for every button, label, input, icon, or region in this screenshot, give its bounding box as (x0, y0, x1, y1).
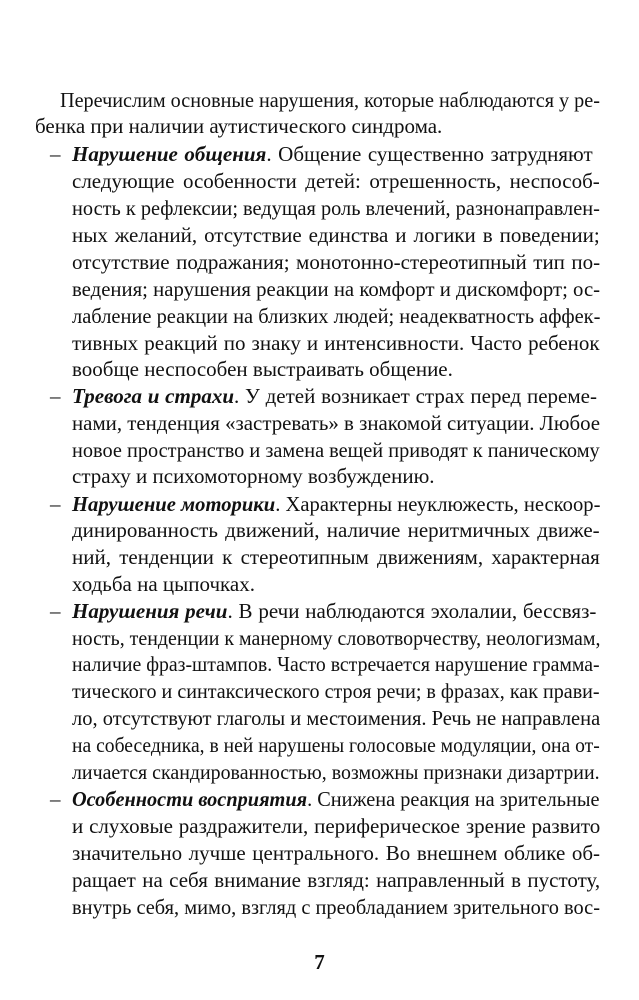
list-item-text: . Характерны неуклюжесть, нескоор- (275, 492, 601, 516)
list-item-line: следующие особенности детей: отрешенность, неспособ- (72, 169, 600, 193)
list-item-line: ность, тенденции к манерному словотворчеству, неологизмам, (72, 626, 601, 650)
list-item-line: новое пространство и замена вещей приводят к паническому (72, 438, 600, 462)
list-item-line: страху и психомоторному возбуждению. (72, 464, 435, 488)
list-item-text: . Снижена реакция на зрительные (307, 787, 600, 811)
list-item-line: значительно лучше центрального. Во внешнем облике об- (72, 841, 601, 865)
list-dash: – (50, 492, 61, 516)
list-item-line: ращает на себя внимание взгляд: направленный в пустоту, (72, 868, 601, 892)
list-item-line: на собеседника, в ней нарушены голосовые модуляции, она от- (72, 733, 600, 757)
list-item-line: отсутствие подражания; монотонно-стереотипный тип по- (72, 250, 601, 274)
list-item-title: Особенности восприятия (72, 787, 308, 811)
list-dash: – (50, 787, 61, 811)
page-number: 7 (314, 950, 325, 974)
list-item-line: тивных реакций по знаку и интенсивности. Часто ребенок (72, 331, 600, 355)
list-dash: – (50, 599, 61, 623)
list-item-first-line (72, 787, 600, 813)
list-item-line: лабление реакции на близких людей; неадекватность аффек- (72, 304, 601, 328)
list-item-line: ведения; нарушения реакции на комфорт и дискомфорт; ос- (72, 277, 601, 301)
list-item-line: и слуховые раздражители, периферическое зрение развито (72, 814, 601, 838)
list-item-text: . В речи наблюдаются эхолалии, бессвяз- (227, 599, 597, 623)
list-item-first-line (72, 384, 597, 410)
list-item-title: Тревога и страхи (72, 384, 234, 408)
list-item-line: личается скандированностью, возможны признаки дизартрии. (72, 760, 600, 784)
list-item-line: ходьба на цыпочках. (72, 572, 255, 596)
list-item-line: нами, тенденция «застревать» в знакомой ситуации. Любое (72, 411, 601, 435)
list-item-line: ных желаний, отсутствие единства и логики в поведении; (72, 223, 600, 247)
intro-line-1: Перечислим основные нарушения, которые наблюдаются у ре- (60, 88, 600, 112)
list-item-first-line (72, 142, 593, 168)
list-item-text: . Общение существенно затрудняют (266, 142, 593, 166)
list-dash: – (50, 142, 61, 166)
list-item-title: Нарушение общения (72, 142, 267, 166)
list-item-line: ность к рефлексии; ведущая роль влечений, разнонаправлен- (72, 196, 600, 220)
list-item-line: ний, тенденции к стереотипным движениям, характерная (72, 545, 600, 569)
list-item-first-line (72, 599, 596, 625)
list-item-line: ло, отсутствуют глаголы и местоимения. Речь не направлена (72, 706, 601, 730)
list-item-line: тического и синтаксического строя речи; в фразах, как прави- (72, 679, 600, 703)
list-item-line: наличие фраз-штампов. Часто встречается нарушение грамма- (72, 652, 600, 676)
list-item-text: . У детей возникает страх перед переме- (234, 384, 597, 408)
list-item-title: Нарушения речи (72, 599, 228, 623)
list-item-line: вообще неспособен выстраивать общение. (72, 357, 453, 381)
list-item-title: Нарушение моторики (72, 492, 276, 516)
list-item-first-line (72, 492, 600, 518)
list-item-line: динированность движений, наличие неритмичных движе- (72, 518, 600, 542)
list-item-line: внутрь себя, мимо, взгляд с преобладанием зрительного вос- (72, 895, 601, 919)
intro-line-2: бенка при наличии аутистического синдрома. (35, 114, 443, 138)
list-dash: – (50, 384, 61, 408)
